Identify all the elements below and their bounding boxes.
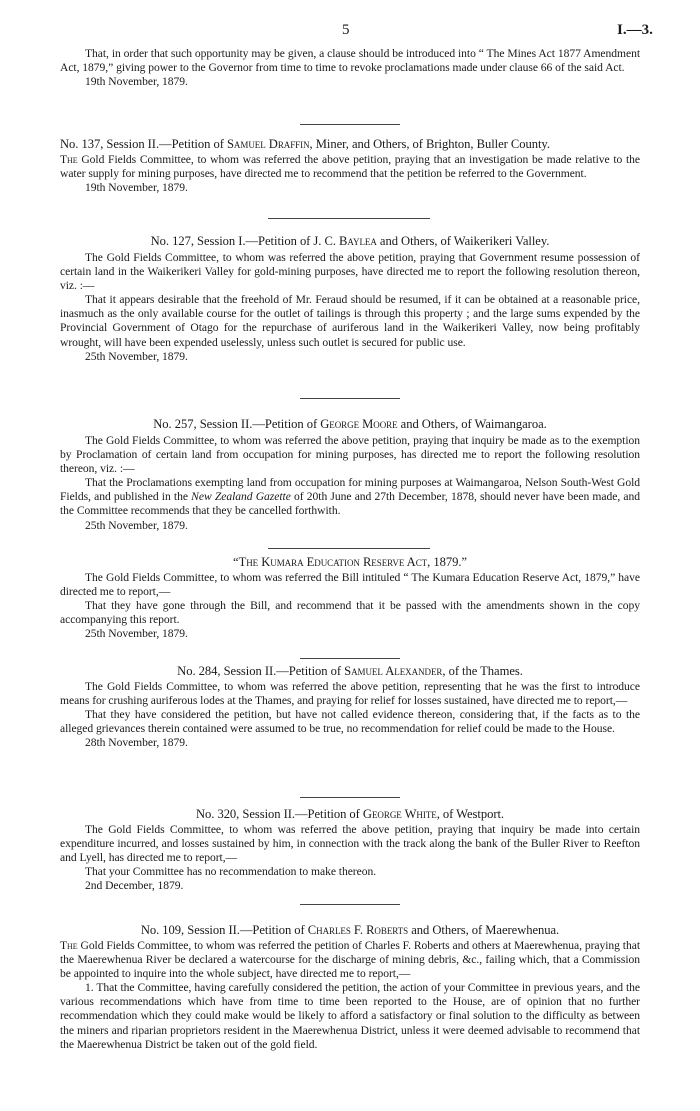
section-date: 25th November, 1879. (85, 518, 188, 532)
section-heading: No. 137, Session II.—Petition of Samuel Draffin, Miner, and Others, of Brighton, Buller County. (60, 137, 550, 151)
section-paragraph: 1. That the Committee, having carefully considered the petition, the action of your Committee in previous years, and the various recommendations which have from time to time been reported to the House, are of opinion that no further recommendation which they could make would be likely to afford a satisfactory or final solution to the difficulty as between the miners and riparian proprietors resident in the Maerewhenua District, unless it were deemed advisable to recommend that the Maerewhenua District be taken out of the gold field. (60, 981, 640, 1051)
section-heading: No. 127, Session I.—Petition of J. C. Baylea and Others, of Waikerikeri Valley. (150, 234, 550, 248)
section-paragraph: The Gold Fields Committee, to whom was referred the above petition, representing that he was the first to introduce means for crushing auriferous lodes at the Thames, and praying for relief for losses sustained, have directed me to report,— (60, 680, 640, 708)
section-date: 25th November, 1879. (85, 349, 188, 363)
intro-block (60, 47, 640, 89)
section-paragraph: The Gold Fields Committee, to whom was referred the above petition, praying that inquiry be made into certain expenditure incurred, and losses sustained by him, in connection with the track along the bank of the Buller River to Reefton and Lyell, has directed me to report,— (60, 823, 640, 865)
section-paragraph: The Gold Fields Committee, to whom was referred the petition of Charles F. Roberts and others at Maerewhenua, praying that the Maerewhenua River be declared a watercourse for the discharge of mining debris, &c., failing which, that a Commission be appointed to inquire into the whole subject, have directed me to report,— (60, 939, 640, 981)
petition-section (60, 663, 640, 750)
section-paragraph: The Gold Fields Committee, to whom was referred the Bill intituled “ The Kumara Education Reserve Act, 1879,” have directed me to report,— (60, 571, 640, 599)
section-paragraph: That they have considered the petition, but have not called evidence thereon, considering that, if the facts as to the alleged grievances therein contained were assumed to be true, no recommendation for relief could be made to the House. (60, 708, 640, 736)
section-date: 25th November, 1879. (85, 627, 188, 641)
petition-section (60, 922, 640, 1052)
separator-rule (300, 398, 400, 399)
section-heading: No. 257, Session II.—Petition of George Moore and Others, of Waimangaroa. (153, 417, 547, 431)
petition-section (60, 136, 640, 195)
section-heading: No. 320, Session II.—Petition of George White, of Westport. (195, 807, 505, 821)
section-date: 28th November, 1879. (85, 736, 188, 750)
separator-rule (300, 904, 400, 905)
section-paragraph: The Gold Fields Committee, to whom was referred the above petition, praying that an investigation be made relative to the water supply for mining purposes, have directed me to recommend that the petition be referred to the Government. (60, 153, 640, 181)
intro-date: 19th November, 1879. (85, 75, 188, 89)
section-paragraph: The Gold Fields Committee, to whom was referred the above petition, praying that Government resume possession of certain land in the Waikerikeri Valley for gold-mining purposes, have directed me to report the following resolution thereon, viz. :— (60, 251, 640, 293)
separator-rule (268, 218, 430, 219)
petition-section (60, 416, 640, 533)
section-date: 19th November, 1879. (85, 181, 188, 195)
section-heading: No. 284, Session II.—Petition of Samuel Alexander, of the Thames. (177, 664, 523, 678)
section-heading: No. 109, Session II.—Petition of Charles F. Roberts and Others, of Maerewhenua. (140, 923, 560, 937)
separator-rule (300, 797, 400, 798)
separator-rule (268, 548, 430, 549)
section-paragraph: That your Committee has no recommendation to make thereon. (85, 865, 377, 879)
section-paragraph: That they have gone through the Bill, and recommend that it be passed with the amendments shown in the copy accompanying this report. (60, 599, 640, 627)
separator-rule (300, 124, 400, 125)
section-heading: “The Kumara Education Reserve Act, 1879.” (233, 555, 467, 569)
section-paragraph: That the Proclamations exempting land from occupation for mining purposes at Waimangaroa, Nelson South-West Gold Fields, and published in the New Zealand Gazette of 20th June and 27th December, 1878, should never have been made, and the Committee recommends that they be cancelled forthwith. (60, 476, 640, 518)
petition-section (60, 233, 640, 364)
page-number: 5 (342, 22, 350, 38)
section-paragraph: That it appears desirable that the freehold of Mr. Feraud should be resumed, if it can be obtained at a reasonable price, inasmuch as the only available course for the outlet of tailings is through this property ; and the large sums expended by the Provincial Government of Otago for the repurchase of auriferous land in the Waikerikeri Valley, now being profitably wrought, will have been expended uselessly, unless such outlet is secured for public use. (60, 293, 640, 349)
petition-section (60, 806, 640, 893)
section-paragraph: The Gold Fields Committee, to whom was referred the above petition, praying that inquiry be made as to the exemption by Proclamation of certain land from occupation for mining purposes, has directed me to report the following resolution thereon, viz. :— (60, 434, 640, 476)
section-date: 2nd December, 1879. (85, 879, 184, 893)
document-reference: I.—3. (617, 22, 653, 38)
petition-section (60, 554, 640, 641)
separator-rule (300, 658, 400, 659)
intro-paragraph: That, in order that such opportunity may be given, a clause should be introduced into “ The Mines Act 1877 Amendment Act, 1879,” giving power to the Governor from time to time to revoke proclamations made under clause 66 of the said Act. (60, 47, 640, 75)
